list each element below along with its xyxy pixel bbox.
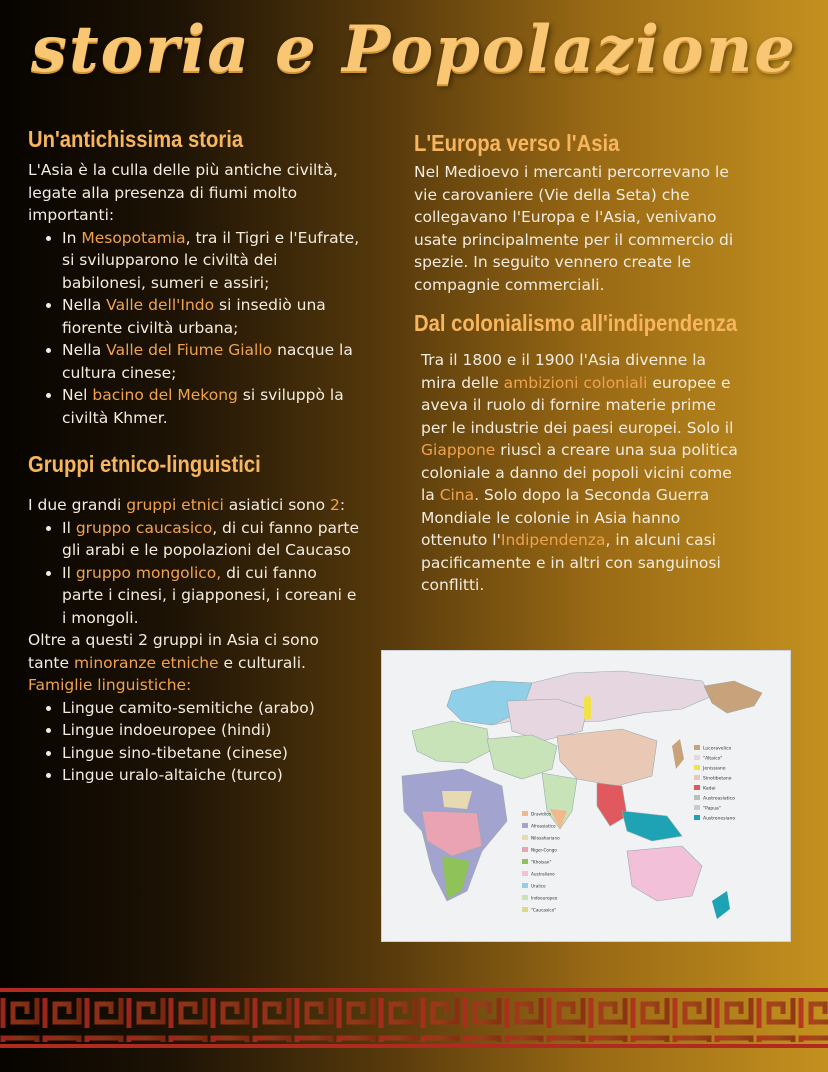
list-item: • Nel bacino del Mekong si sviluppò la civiltà Khmer. — [62, 384, 363, 429]
left-column — [28, 126, 363, 787]
list-item: • Il gruppo caucasico, di cui fanno parte gli arabi e le popolazioni del Caucaso — [62, 517, 363, 562]
svg-text:Sinotibetano: Sinotibetano — [703, 776, 732, 782]
svg-text:Uralico: Uralico — [531, 883, 546, 889]
section-heading-europa: L'Europa verso l'Asia — [414, 130, 620, 156]
svg-text:Afroasiatico: Afroasiatico — [531, 823, 556, 829]
svg-text:Indoeuropeo: Indoeuropeo — [531, 895, 558, 901]
svg-text:"Altaico": "Altaico" — [703, 756, 723, 762]
svg-text:"Khoisan": "Khoisan" — [531, 859, 552, 865]
section-heading-storia: Un'antichissima storia — [28, 126, 244, 152]
list-item: • Lingue indoeuropee (hindi) — [62, 719, 363, 742]
greek-key-border — [0, 988, 828, 1048]
storia-intro: L'Asia è la culla delle più antiche civiltà, legate alla presenza di fiumi molto importanti: — [28, 161, 338, 224]
svg-text:Kadai: Kadai — [703, 786, 716, 792]
europa-text: Nel Medioevo i mercanti percorrevano le vie carovaniere (Vie della Seta) che collegavano l'Europa e l'Asia, venivano usate principalmente per il commercio di spezie. In seguito vennero create le compagnie commerciali. — [414, 163, 734, 294]
colonialismo-text: Tra il 1800 e il 1900 l'Asia divenne la mira delle ambizioni coloniali europee e aveva il ruolo di fornire materie prime per le industrie dei paesi europei. Solo il Giappone riuscì a creare una sua politica coloniale a danno dei popoli vicini come la Cina. Solo dopo la Seconda Guerra Mondiale le colonie in Asia hanno ottenuto l'Indipendenza, in alcuni casi pacificamente e in altri con sanguinosi conflitti. — [421, 351, 738, 594]
svg-text:"Papua": "Papua" — [703, 806, 721, 812]
svg-text:Nilosahariano: Nilosahariano — [531, 835, 560, 841]
gruppi-intro: I due grandi gruppi etnici asiatici sono 2: — [28, 496, 346, 514]
svg-text:Lucoravelico: Lucoravelico — [703, 746, 732, 752]
svg-text:Austroasiatico: Austroasiatico — [703, 796, 735, 802]
list-item: • Nella Valle dell'Indo si insediò una fiorente civiltà urbana; — [62, 294, 363, 339]
legend-left — [522, 811, 560, 913]
svg-text:Australiano: Australiano — [531, 871, 555, 877]
svg-text:Dravidico: Dravidico — [531, 811, 551, 817]
section-heading-colonialismo: Dal colonialismo all'indipendenza — [414, 310, 738, 336]
section-heading-gruppi: Gruppi etnico-linguistici — [28, 451, 261, 477]
svg-text:Niger-Congo: Niger-Congo — [531, 847, 557, 853]
list-item: • Nella Valle del Fiume Giallo nacque la cultura cinese; — [62, 339, 363, 384]
minoranze-text: Oltre a questi 2 gruppi in Asia ci sono tante minoranze etniche e culturali. — [28, 631, 319, 672]
svg-text:"Caucasico": "Caucasico" — [531, 907, 557, 913]
list-item: • In Mesopotamia, tra il Tigri e l'Eufrate, si svilupparono le civiltà dei babilonesi, sumeri e assiri; — [62, 227, 363, 295]
svg-text:Austronesiano: Austronesiano — [703, 816, 736, 822]
right-column — [414, 130, 794, 597]
list-item: • Lingue sino-tibetane (cinese) — [62, 742, 363, 765]
gruppi-list — [28, 517, 363, 630]
svg-text:Jenissiano: Jenissiano — [703, 766, 726, 772]
storia-list — [28, 227, 363, 430]
world-map-drawing — [382, 651, 790, 941]
list-item: • Lingue uralo-altaiche (turco) — [62, 764, 363, 787]
page-title: storia e Popolazione — [31, 12, 797, 87]
list-item: • Il gruppo mongolico, di cui fanno parte i cinesi, i giapponesi, i coreani e i mongoli. — [62, 562, 363, 630]
legend-right — [694, 745, 735, 822]
lang-heading: Famiglie linguistiche: — [28, 676, 192, 694]
list-item: • Lingue camito-semitiche (arabo) — [62, 697, 363, 720]
greek-key-pattern — [0, 988, 828, 1048]
lang-list — [28, 697, 363, 787]
language-map — [381, 650, 791, 942]
